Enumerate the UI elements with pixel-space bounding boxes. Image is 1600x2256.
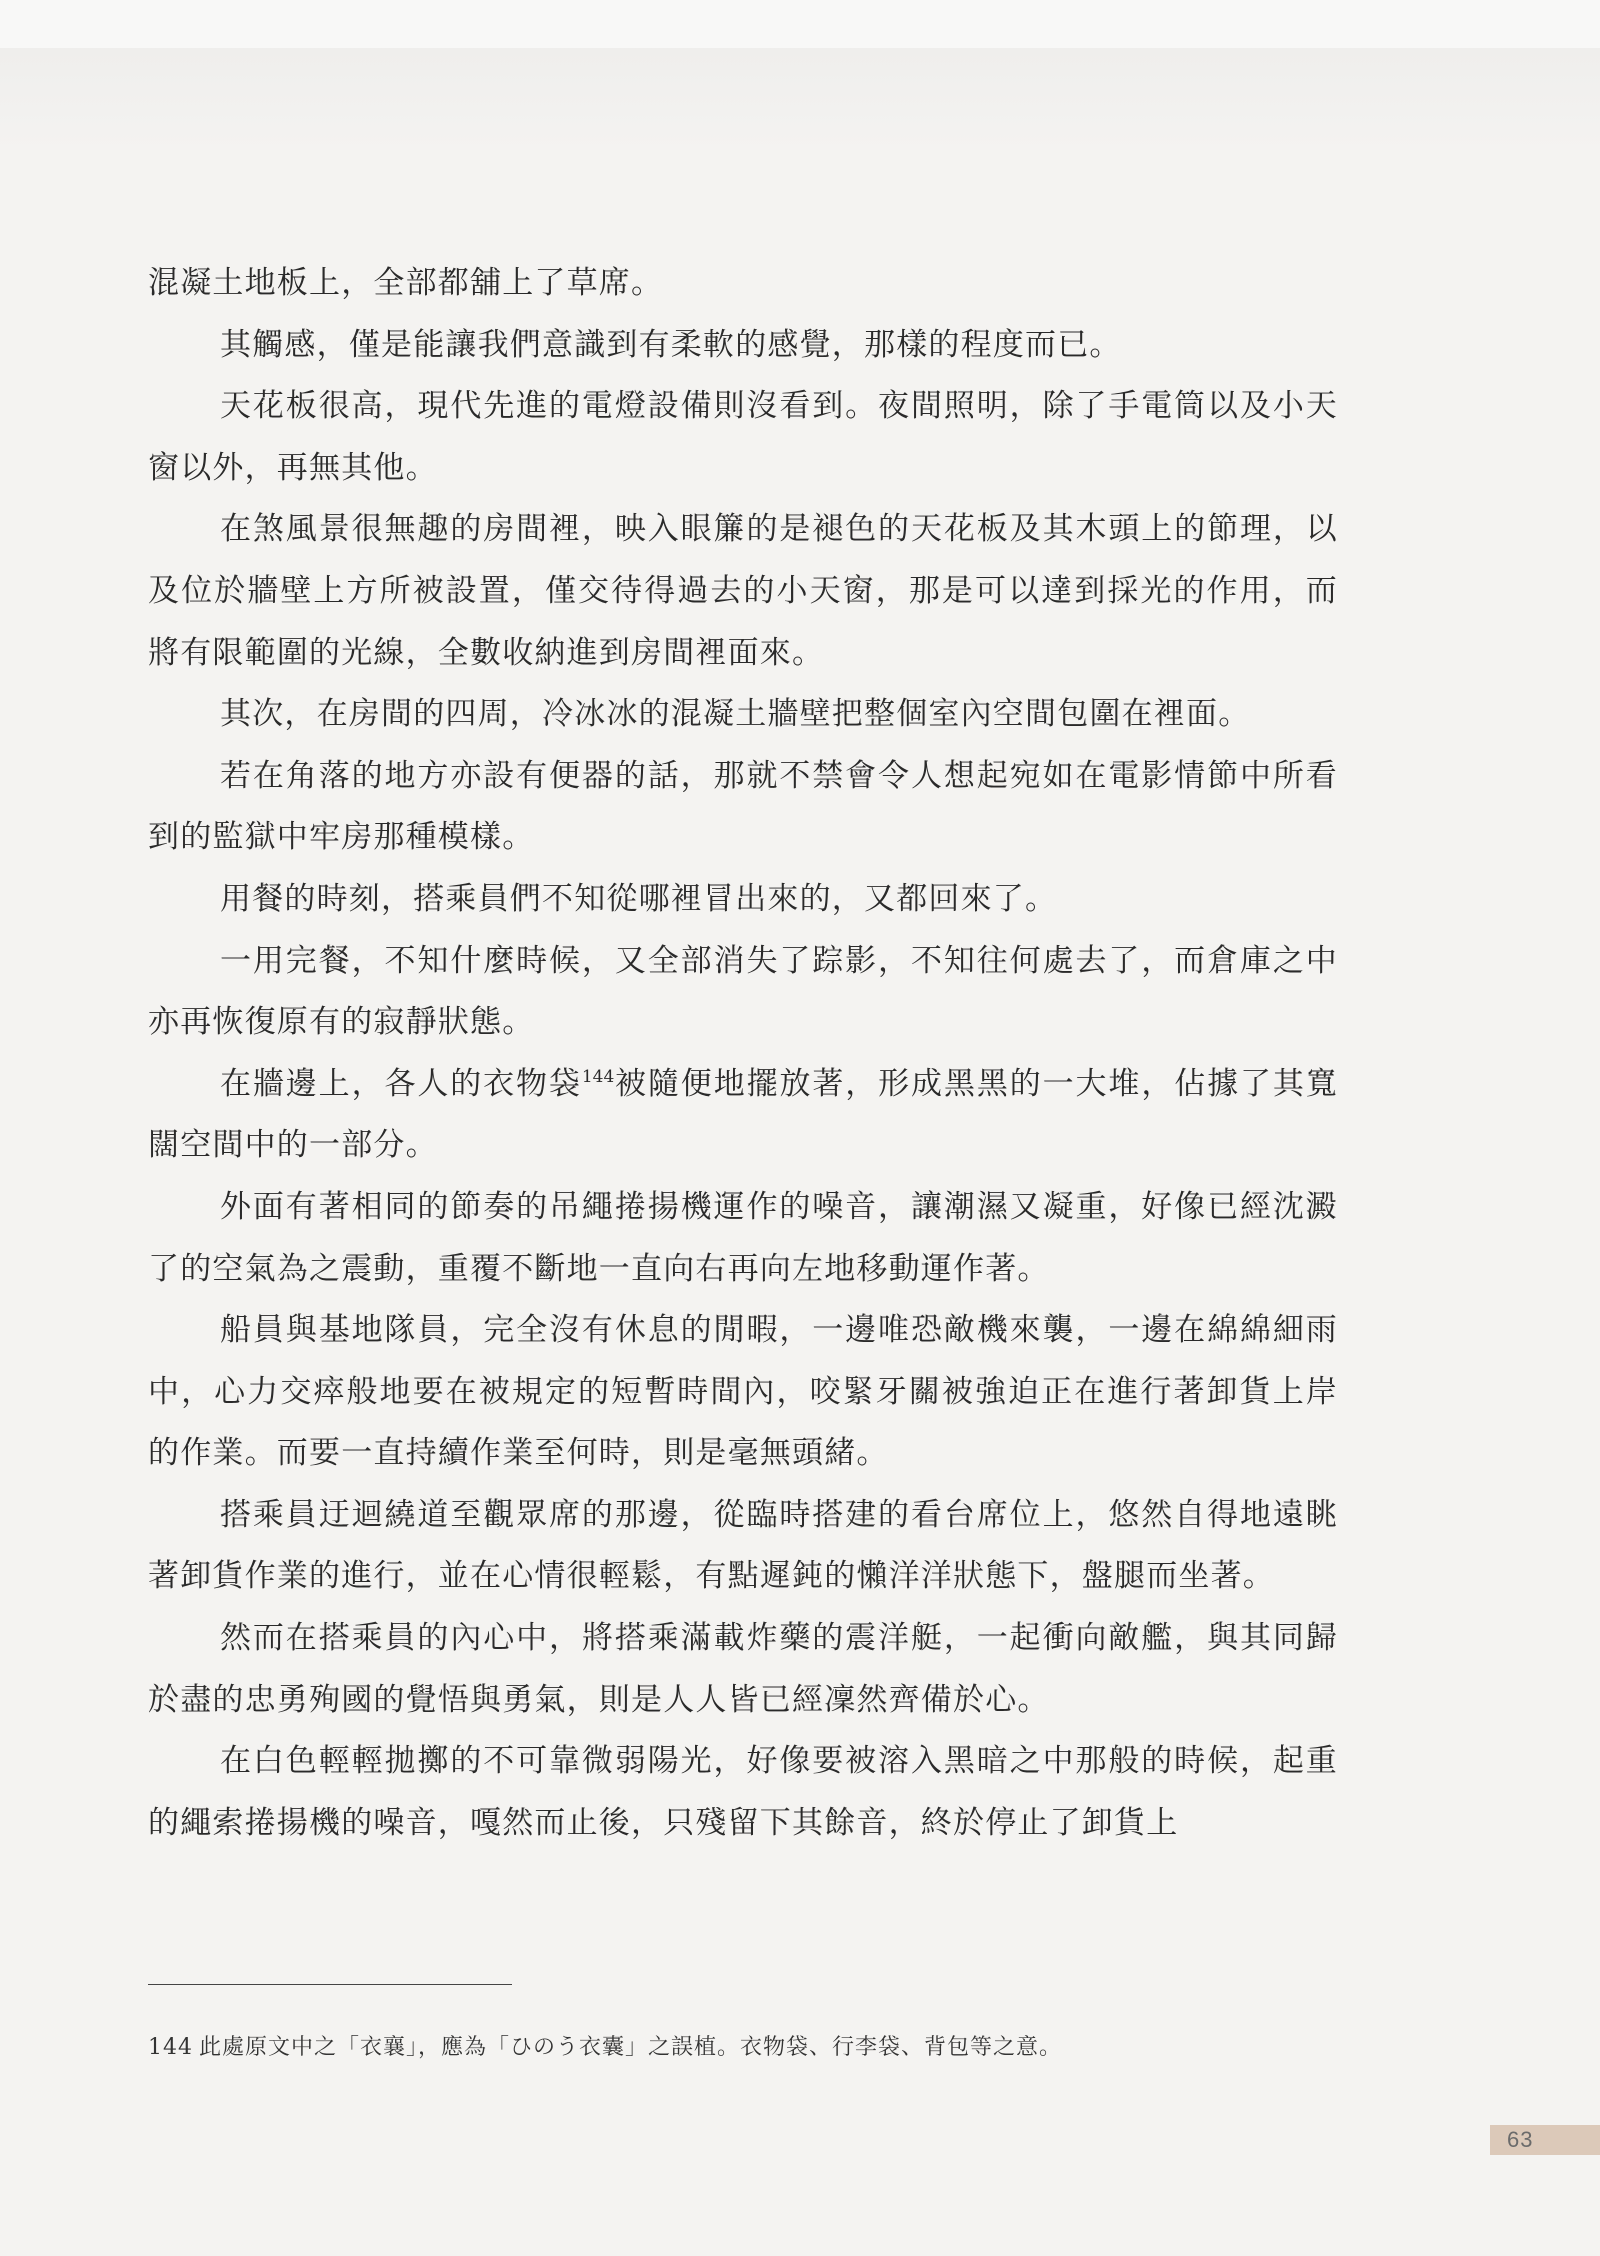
footnote-divider [148, 1984, 512, 1985]
footnote-number: 144 [148, 2035, 193, 2060]
paragraph: 然而在搭乘員的內心中，將搭乘滿載炸藥的震洋艇，一起衝向敵艦，與其同歸於盡的忠勇殉國的覺悟與勇氣，則是人人皆已經凜然齊備於心。 [148, 1620, 1338, 1718]
paragraph: 一用完餐，不知什麼時候，又全部消失了踪影，不知往何處去了，而倉庫之中亦再恢復原有的寂靜狀態。 [148, 942, 1338, 1041]
paragraph: 若在角落的地方亦設有便器的話，那就不禁會令人想起宛如在電影情節中所看到的監獄中牢房那種模樣。 [148, 757, 1338, 856]
footnote [148, 2033, 1348, 2063]
paragraph-with-footnote-ref [148, 1054, 1338, 1177]
footnote-ref[interactable]: 144 [581, 1066, 615, 1087]
paragraph: 其次，在房間的四周，冷冰冰的混凝土牆壁把整個室內空間包圍在裡面。 [220, 696, 1251, 733]
paragraph: 天花板很高，現代先進的電燈設備則沒看到。夜間照明，除了手電筒以及小天窗以外，再無其他。 [148, 388, 1338, 486]
paragraph: 在煞風景很無趣的房間裡，映入眼簾的是褪色的天花板及其木頭上的節理，以及位於牆壁上方所被設置，僅交待得過去的小天窗，那是可以達到採光的作用，而將有限範圍的光線，全數收納進到房間裡面來。 [148, 511, 1338, 671]
paragraph: 用餐的時刻，搭乘員們不知從哪裡冒出來的，又都回來了。 [220, 880, 1058, 917]
paragraph-text: 在牆邊上，各人的衣物袋 [220, 1065, 582, 1102]
body-text [148, 253, 1338, 1854]
footnote-text: 此處原文中之「衣襄」，應為「ひのう衣囊」之誤植。衣物袋、行李袋、背包等之意。 [199, 2035, 1063, 2060]
scan-top-strip [0, 0, 1600, 48]
page-number: 63 [1507, 2127, 1534, 2152]
paragraph: 搭乘員迂迴繞道至觀眾席的那邊，從臨時搭建的看台席位上，悠然自得地遠眺著卸貨作業的進行，並在心情很輕鬆，有點遲鈍的懶洋洋狀態下，盤腿而坐著。 [148, 1496, 1338, 1595]
paragraph: 其觸感，僅是能讓我們意識到有柔軟的感覺，那樣的程度而已。 [220, 326, 1122, 363]
paragraph: 在白色輕輕拋擲的不可靠微弱陽光，好像要被溶入黑暗之中那般的時候，起重的繩索捲揚機的噪音，嘎然而止後，只殘留下其餘音，終於停止了卸貨上 [148, 1743, 1338, 1841]
paragraph: 混凝土地板上，全部都舖上了草席。 [148, 265, 664, 301]
paragraph: 外面有著相同的節奏的吊繩捲揚機運作的噪音，讓潮濕又凝重，好像已經沈澱了的空氣為之震動，重覆不斷地一直向右再向左地移動運作著。 [148, 1188, 1338, 1287]
paragraph: 船員與基地隊員，完全沒有休息的閒暇，一邊唯恐敵機來襲，一邊在綿綿細雨中，心力交瘁般地要在被規定的短暫時間內，咬緊牙關被強迫正在進行著卸貨上岸的作業。而要一直持續作業至何時，則是毫無頭緒。 [148, 1312, 1338, 1472]
paragraph-text: 被隨便地擺放著，形成黑黑的一大堆，佔據了其寬闊空間中的一部分。 [148, 1065, 1339, 1164]
